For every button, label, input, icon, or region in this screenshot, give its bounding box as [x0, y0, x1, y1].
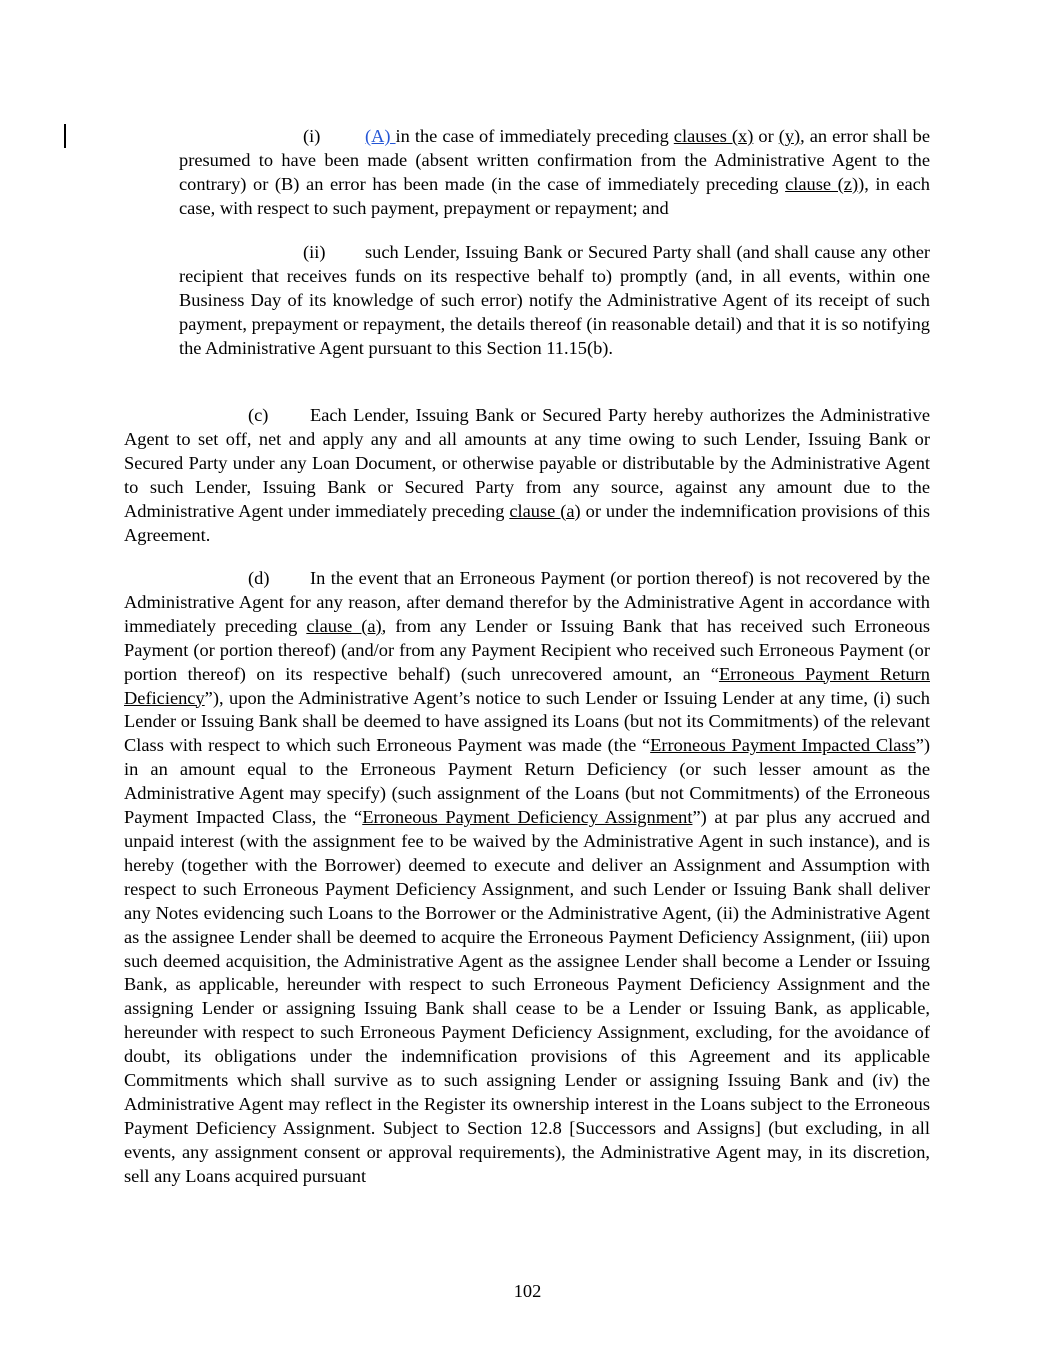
paragraph-number: (i)	[303, 126, 321, 146]
paragraph-number: (ii)	[303, 242, 326, 262]
paragraph-c: (c) Each Lender, Issuing Bank or Secured Party hereby authorizes the Administrative Agent to set off, net and apply any and all amounts at any time owing to such Lender, Issuing Bank or Secured Party under any Loan Document, or otherwise payable or distributable by the Administrative Agent to such Lender, Issuing Bank or Secured Party from any source, against any amount due to the Administrative Agent under immediately preceding clause (a) or under the indemnification provisions of this Agreement.	[124, 405, 930, 545]
page-number: 102	[513, 1281, 542, 1301]
clause-reference: clauses (x)	[673, 126, 754, 146]
paragraph-d: (d) In the event that an Erroneous Payment (or portion thereof) is not recovered by the Administrative Agent for any reason, after demand therefor by the Administrative Agent in accordance with immediately preceding clause (a), from any Lender or Issuing Bank that has received such Erroneous Payment (or portion thereof) (and/or from any Payment Recipient who received such Erroneous Payment (or portion thereof) on its respective behalf) (such unrecovered amount, an “Erroneous Payment Return Deficiency”), upon the Administrative Agent’s notice to such Lender or Issuing Lender at any time, (i) such Lender or Issuing Bank shall be deemed to have assigned its Loans (but not its Commitments) of the relevant Class with respect to which such Erroneous Payment was made (the “Erroneous Payment Impacted Class”) in an amount equal to the Erroneous Payment Return Deficiency (or such lesser amount as the Administrative Agent may specify) (such assignment of the Loans (but not Commitments) of the Erroneous Payment Impacted Class, the “Erroneous Payment Deficiency Assignment”) at par plus any accrued and unpaid interest (with the assignment fee to be waived by the Administrative Agent in such instance), and is hereby (together with the Borrower) deemed to execute and deliver an Assignment and Assumption with respect to such Erroneous Payment Deficiency Assignment, and such Lender or Issuing Bank shall deliver any Notes evidencing such Loans to the Borrower or the Administrative Agent, (ii) the Administrative Agent as the assignee Lender shall be deemed to acquire the Erroneous Payment Deficiency Assignment, (iii) upon such deemed acquisition, the Administrative Agent as the assignee Lender shall become a Lender or Issuing Bank, as applicable, hereunder with respect to such Erroneous Payment Deficiency Assignment and the assigning Lender or assigning Issuing Bank shall cease to be a Lender or Issuing Bank, as applicable, hereunder with respect to such Erroneous Payment Deficiency Assignment, excluding, for the avoidance of doubt, its obligations under the indemnification provisions of this Agreement and its applicable Commitments which shall survive as to such assigning Lender or assigning Issuing Bank and (iv) the Administrative Agent may reflect in the Register its ownership interest in the Loans subject to the Erroneous Payment Deficiency Assignment. Subject to Section 12.8 [Successors and Assigns] (but excluding, in all events, any assignment consent or approval requirements), the Administrative Agent may, in its discretion, sell any Loans acquired pursuant	[124, 568, 930, 1186]
inserted-text: (A)	[365, 126, 396, 146]
paragraph-i: (i) (A) in the case of immediately preceding clauses (x) or (y), an error shall be presumed to have been made (absent written confirmation from the Administrative Agent to the contrary) or (B) an error has been made (in the case of immediately preceding clause (z)), in each case, with respect to such payment, prepayment or repayment; and	[179, 126, 930, 218]
clause-reference: (y)	[778, 126, 801, 146]
paragraph-number: (d)	[248, 568, 270, 588]
defined-term: Erroneous Payment Impacted Class	[650, 735, 916, 756]
paragraph-ii: (ii) such Lender, Issuing Bank or Secured Party shall (and shall cause any other recipient that receives funds on its respective behalf to) promptly (and, in all events, within one Business Day of its knowledge of such error) notify the Administrative Agent of its receipt of such payment, prepayment or repayment, the details thereof (in reasonable detail) and that it is so notifying the Administrative Agent pursuant to this Section 11.15(b).	[179, 242, 930, 358]
paragraph-number: (c)	[248, 405, 269, 425]
clause-reference: clause (a)	[509, 500, 581, 521]
defined-term: Erroneous Payment Return Deficiency	[124, 663, 930, 708]
defined-term: Erroneous Payment Deficiency Assignment	[362, 807, 693, 828]
clause-reference: clause (a)	[306, 615, 382, 636]
revision-change-bar	[64, 124, 66, 148]
clause-reference: clause (z)	[785, 173, 859, 194]
